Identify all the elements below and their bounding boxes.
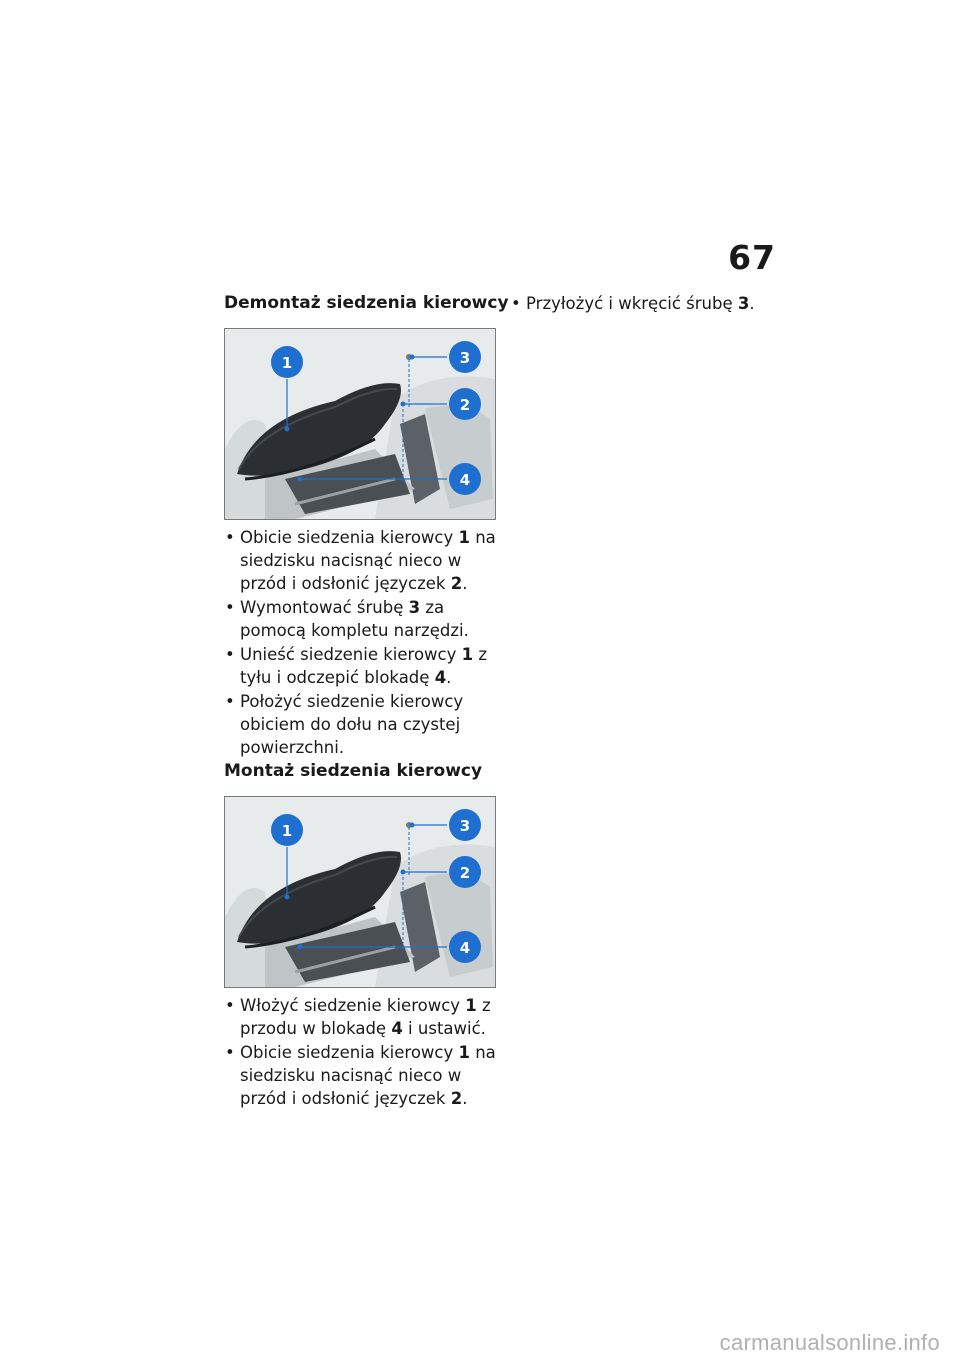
removal-step: • Obicie siedzenia kierowcy 1 na siedzisku nacisnąć nieco w przód i odsłonić języczek 2. [225, 528, 496, 593]
installation-figure [224, 796, 496, 988]
bullet-icon: • [225, 645, 235, 664]
left-column [224, 292, 509, 1111]
callout-4: 4 [459, 939, 471, 957]
right-steps [510, 292, 770, 315]
callout-2: 2 [459, 396, 471, 414]
removal-heading: Demontaż siedzenia kierowcy [224, 293, 509, 313]
right-column [510, 292, 770, 316]
removal-step: • Unieść siedzenie kierowcy 1 z tyłu i odczepić blokadę 4. [225, 645, 488, 687]
removal-step: • Wymontować śrubę 3 za pomocą kompletu narzędzi. [225, 598, 469, 640]
callout-1: 1 [281, 354, 293, 372]
page-number: 67 [728, 238, 776, 277]
bullet-icon: • [225, 528, 235, 547]
callout-2: 2 [459, 864, 471, 882]
callout-3: 3 [459, 349, 471, 367]
callout-3: 3 [459, 817, 471, 835]
installation-steps [224, 994, 496, 1110]
removal-step: • Położyć siedzenie kierowcy obiciem do dołu na czystej powierzchni. [225, 692, 464, 757]
installation-heading: Montaż siedzenia kierowcy [224, 761, 483, 781]
installation-step: • Włożyć siedzenie kierowcy 1 z przodu w blokadę 4 i ustawić. [225, 996, 491, 1038]
callout-1: 1 [281, 822, 293, 840]
bullet-icon: • [511, 294, 521, 313]
callout-4: 4 [459, 471, 471, 489]
bullet-icon: • [225, 692, 235, 711]
right-step: • Przyłożyć i wkręcić śrubę 3. [511, 294, 755, 313]
bullet-icon: • [225, 598, 235, 617]
installation-step: • Obicie siedzenia kierowcy 1 na siedzisku nacisnąć nieco w przód i odsłonić języczek 2. [225, 1043, 496, 1108]
bullet-icon: • [225, 1043, 235, 1062]
watermark: carmanualsonline.info [719, 1330, 940, 1355]
removal-steps [224, 526, 496, 759]
seat-illustration [225, 329, 495, 519]
removal-figure [224, 328, 496, 520]
bullet-icon: • [225, 996, 235, 1015]
seat-illustration [225, 797, 495, 987]
